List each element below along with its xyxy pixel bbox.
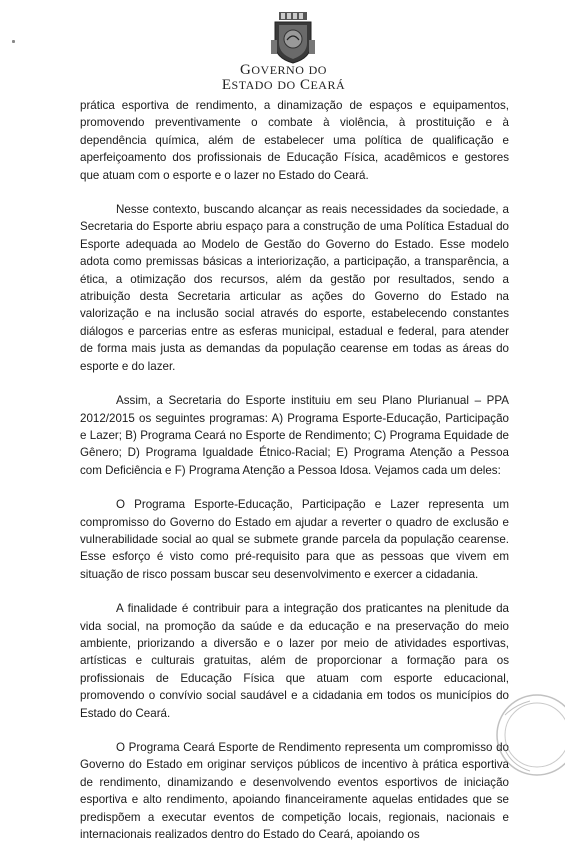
state-coat-of-arms-icon xyxy=(265,10,321,64)
document-body xyxy=(80,97,509,860)
letterhead-line-governo: GOVERNO DO xyxy=(240,62,327,78)
letterhead xyxy=(0,0,567,100)
paragraph-finalidade: A finalidade é contribuir para a integração dos praticantes na plenitude da vida social, na promoção da saúde e da educação e na preservação do meio ambiente, priorizando a diversão e o lazer por meio de atividades esportivas, artísticas e culturais gratuitas, além de proporcionar a formação para os profissionais de Educação Física que atuam com esporte educacional, promovendo o convívio social saudável e a cidadania em todos os municípios do Estado do Ceará. xyxy=(80,602,509,720)
paragraph-esporte-rendimento: O Programa Ceará Esporte de Rendimento representa um compromisso do Governo do Estado em originar serviços públicos de incentivo à prática esportiva de rendimento, dinamizando e desenvolvendo eventos esportivos de iniciação esportiva e alto rendimento, apoiando financeiramente aquelas entidades que se predispõem a executar eventos de competição locais, regionais, nacionais e internacionais realizados dentro do Estado do Ceará, apoiando os xyxy=(80,741,509,842)
paragraph-continuation: prática esportiva de rendimento, a dinamização de espaços e equipamentos, promovendo preventivamente o combate à violência, à prostituição e à dependência química, além de estabelecer uma política de qualificação e aperfeiçoamento dos profissionais de Educação Física, acadêmicos e gestores que atuam com o esporte e o lazer no Estado do Ceará. xyxy=(80,99,509,182)
paragraph-context: Nesse contexto, buscando alcançar as reais necessidades da sociedade, a Secretaria do Esporte abriu espaço para a construção de uma Política Estadual do Esporte adequada ao Modelo de Gestão do Governo do Estado. Esse modelo adota como premissas básicas a interiorização, a participação, a transparência, a ética, a otimização dos recursos, além da gestão por resultados, sendo a atribuição desta Secretaria articular as ações do Governo do Estado na valorização e na inclusão social através do esporte, estabelecendo constantes diálogos e parcerias entre as esferas municipal, estadual e federal, para atender de forma mais justa as demandas da população cearense em todas as áreas do esporte e do lazer. xyxy=(80,203,509,373)
scan-speck xyxy=(12,40,15,43)
letterhead-line-estado-do-ceara: ESTADO DO CEARÁ xyxy=(221,77,346,93)
paragraph-esporte-educacao: O Programa Esporte-Educação, Participação e Lazer representa um compromisso do Governo do Estado em ajudar a reverter o quadro de exclusão e vulnerabilidade social ao qual se submete grande parcela da população cearense. Esse esforço é visto como pré-requisito para que as pessoas que vivem em situação de risco possam buscar seu desenvolvimento e exercer a cidadania. xyxy=(80,498,509,581)
official-stamp-icon xyxy=(485,685,565,785)
paragraph-ppa-programs: Assim, a Secretaria do Esporte instituiu em seu Plano Plurianual – PPA 2012/2015 os seguintes programas: A) Programa Esporte-Educação, Participação e Lazer; B) Programa Ceará no Esporte de Rendimento; C) Programa Equidade de Gênero; D) Programa Igualdade Étnico-Racial; E) Programa Atenção a Pessoa com Deficiência e F) Programa Atenção a Pessoa Idosa. Vejamos cada um deles: xyxy=(80,394,509,477)
